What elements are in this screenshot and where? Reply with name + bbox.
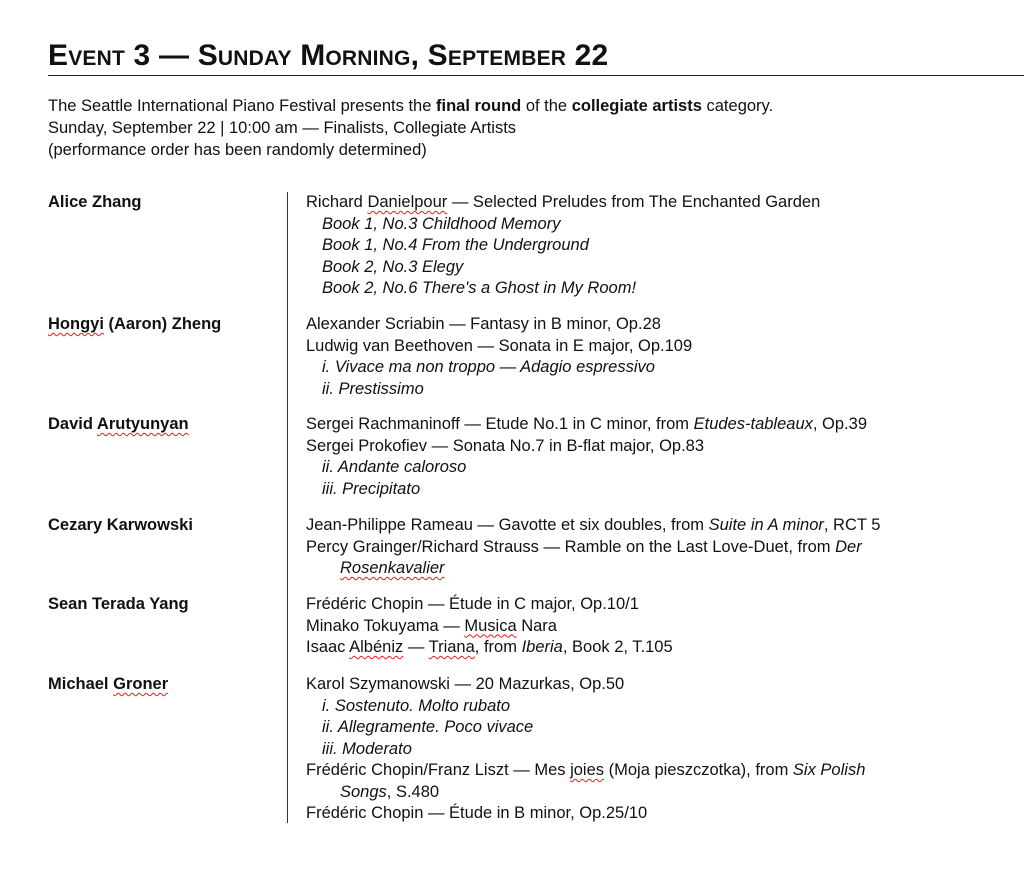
program-movement: Book 2, No.3 Elegy xyxy=(322,257,464,276)
performer-name: Alice Zhang xyxy=(48,193,142,211)
performer-program xyxy=(306,674,865,825)
intro-bold-final-round: final round xyxy=(435,97,522,115)
performer-name xyxy=(48,415,189,434)
piece-title-italic: Iberia xyxy=(521,638,563,656)
intro-line-3: (performance order has been randomly determined) xyxy=(48,141,427,159)
program-movement: Book 1, No.3 Childhood Memory xyxy=(322,214,561,233)
program-movement: ii. Prestissimo xyxy=(322,379,424,398)
column-divider xyxy=(287,192,288,823)
piece-text: — Selected Preludes from The Enchanted Garden xyxy=(447,193,821,211)
intro-line-1 xyxy=(48,95,773,117)
program-movement: Book 1, No.4 From the Underground xyxy=(322,236,589,254)
spellcheck-word: Groner xyxy=(113,675,169,693)
performer-name: Cezary Karwowski xyxy=(48,516,193,534)
spellcheck-word: Musica xyxy=(464,616,517,635)
program-piece: Frédéric Chopin — Étude in B minor, Op.25/10 xyxy=(306,804,648,822)
program-piece-continued xyxy=(306,782,865,804)
performer-name xyxy=(48,675,168,694)
program-piece: Ludwig van Beethoven — Sonata in E major, Op.109 xyxy=(306,336,693,355)
program-movement: ii. Andante caloroso xyxy=(322,458,467,476)
piece-text: Nara xyxy=(516,616,557,635)
program-piece: Sergei Prokofiev — Sonata No.7 in B-flat major, Op.83 xyxy=(306,436,705,455)
performer-program xyxy=(306,515,880,580)
program-piece-continued xyxy=(306,558,880,580)
program-movement: i. Sostenuto. Molto rubato xyxy=(322,696,511,715)
performer-name xyxy=(48,315,221,334)
program-movement: ii. Allegramente. Poco vivace xyxy=(322,718,534,736)
performer-program xyxy=(306,192,820,300)
intro-text: category. xyxy=(701,97,774,115)
spellcheck-word: Rosenkavalier xyxy=(340,559,445,577)
spellcheck-word: joies xyxy=(570,761,605,779)
intro-bold-collegiate-artists: collegiate artists xyxy=(571,97,702,115)
piece-text: , S.480 xyxy=(386,782,440,801)
piece-title-italic: Songs xyxy=(340,782,387,801)
intro-line-2: Sunday, September 22 | 10:00 am — Finalists, Collegiate Artists xyxy=(48,119,517,137)
spellcheck-word: Triana xyxy=(428,638,475,656)
program-piece: Karol Szymanowski — 20 Mazurkas, Op.50 xyxy=(306,675,625,693)
program-movement: Book 2, No.6 There's a Ghost in My Room! xyxy=(322,279,637,297)
piece-text: Sergei Rachmaninoff — Etude No.1 in C minor, from xyxy=(306,415,694,433)
program-movement: iii. Moderato xyxy=(322,739,412,758)
performer-program xyxy=(306,414,867,500)
piece-title-italic: Etudes-tableaux xyxy=(693,415,813,433)
program-piece xyxy=(306,192,820,214)
program-piece xyxy=(306,414,867,436)
piece-text: Jean-Philippe Rameau — Gavotte et six doubles, from xyxy=(306,516,709,534)
piece-text: — xyxy=(403,638,429,656)
piece-text: Richard xyxy=(306,193,368,211)
program-piece: Frédéric Chopin — Étude in C major, Op.10/1 xyxy=(306,595,639,613)
performer-name-text: Michael xyxy=(48,675,114,693)
spellcheck-word: Albéniz xyxy=(349,638,404,656)
piece-text: , Op.39 xyxy=(812,415,867,433)
piece-title-italic: Six Polish xyxy=(792,761,866,779)
performer-name: Sean Terada Yang xyxy=(48,595,189,613)
piece-title-italic: Der xyxy=(835,537,862,556)
piece-text: Percy Grainger/Richard Strauss — Ramble on the Last Love-Duet, from xyxy=(306,537,836,556)
performer-program xyxy=(306,594,673,659)
intro-text: The Seattle International Piano Festival presents the xyxy=(48,97,436,115)
piece-title-italic: Suite in A minor xyxy=(708,516,824,534)
program-movement: i. Vivace ma non troppo — Adagio espressivo xyxy=(322,358,655,376)
piece-text: Minako Tokuyama — xyxy=(306,616,465,635)
piece-text: Isaac xyxy=(306,638,350,656)
piece-text: Frédéric Chopin/Franz Liszt — Mes xyxy=(306,761,571,779)
piece-text: (Moja pieszczotka), from xyxy=(604,761,793,779)
performer-name-text: David xyxy=(48,415,97,433)
page-title: Event 3 — Sunday Morning, September 22 xyxy=(48,38,1024,76)
program-piece xyxy=(306,637,673,659)
program-piece: Alexander Scriabin — Fantasy in B minor, Op.28 xyxy=(306,315,661,333)
piece-text: , Book 2, T.105 xyxy=(562,638,673,656)
spellcheck-word: Danielpour xyxy=(367,193,448,211)
program-piece xyxy=(306,760,865,782)
piece-text: , from xyxy=(474,638,522,656)
intro-paragraph xyxy=(48,95,773,161)
spellcheck-word: Arutyunyan xyxy=(96,415,189,433)
spellcheck-word: Hongyi xyxy=(48,315,104,333)
program-piece xyxy=(306,616,673,638)
performer-name-text: (Aaron) Zheng xyxy=(103,315,222,333)
performer-program xyxy=(306,314,692,400)
piece-text: , RCT 5 xyxy=(823,516,881,534)
program-piece xyxy=(306,537,880,559)
program-piece xyxy=(306,515,880,537)
intro-text: of the xyxy=(521,97,572,115)
program-movement: iii. Precipitato xyxy=(322,479,421,498)
